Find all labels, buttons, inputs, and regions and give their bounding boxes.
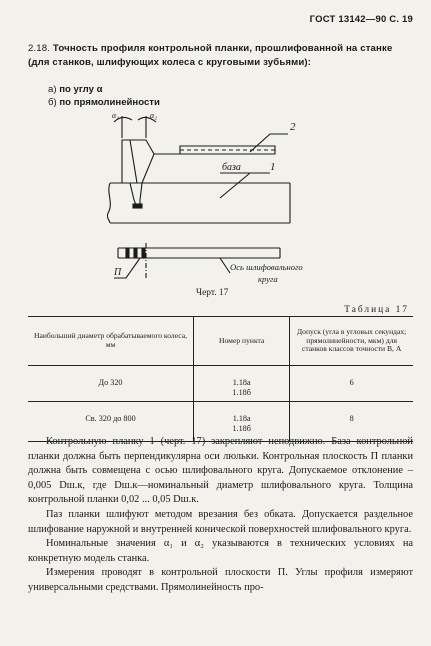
list-item <box>48 97 160 108</box>
groove-right <box>140 183 142 205</box>
cell-items <box>194 366 290 402</box>
column-header: Наибольший диаметр обрабатываемого колеса, мм <box>28 317 194 366</box>
body-text <box>28 435 413 596</box>
axis-label: Ось шлифовального <box>230 262 303 272</box>
paragraph: Номинальные значения α₁ и α₂ указываются в технических условиях на конкретную модель станка. <box>28 538 413 564</box>
leader-2 <box>250 134 288 152</box>
base-label: база <box>222 162 241 173</box>
technical-drawing <box>100 108 330 288</box>
figure-caption: Черт. 17 <box>196 288 229 298</box>
label-1: 1 <box>270 161 276 173</box>
item-number: 1.18а <box>232 378 251 387</box>
item-text: по углу α <box>59 84 103 95</box>
paragraph: Контрольную планку 1 (черт. 17) закрепляют неподвижно. База контрольной планки должна быть перпендикулярна оси люльки. Контрольная плоскость П планки должна быть совмещена с осью шлифовального круга. Допускаемое отклонение – 0,005 Dш.к, где Dш.к—номинальный диаметр шлифовального круга. Толщина контрольной планки 0,02 ... 0,05 Dш.к. <box>28 436 413 506</box>
cell-diameter: Св. 320 до 800 <box>28 402 194 442</box>
plan-slot <box>126 248 129 258</box>
table-header-row <box>28 317 413 366</box>
label-2: 2 <box>290 121 296 133</box>
axis-label: круга <box>258 274 278 284</box>
arm-right <box>142 146 275 183</box>
plane-label: П <box>114 267 122 278</box>
alpha2-label: α₂ <box>150 111 157 120</box>
table-row <box>28 366 413 402</box>
column-header: Номер пункта <box>194 317 290 366</box>
cell-tolerance: 8 <box>290 402 413 442</box>
column-header: Допуск (угла в угловых секундах; прямолинейности, мкм) для станков классов точности В, А <box>290 317 413 366</box>
page-header: ГОСТ 13142—90 С. 19 <box>309 14 413 25</box>
list-item <box>48 84 102 95</box>
section-title: Точность профиля контрольной планки, прошлифованной на станке (для станков, шлифующих колеса с круговыми зубьями): <box>28 43 393 68</box>
groove-left <box>130 183 136 205</box>
item-marker: а) <box>48 84 57 95</box>
plan-slot <box>142 248 145 258</box>
item-number: 1.18б <box>232 424 251 433</box>
tolerance-table <box>28 316 413 442</box>
paragraph: Паз планки шлифуют методом врезания без обката. Допускается раздельное шлифование наружной и внутренней конической поверхностей шлифовального круга. <box>28 508 413 535</box>
plan-slot <box>134 248 137 258</box>
table-name: Таблица 17 <box>344 305 409 315</box>
arm-upper <box>130 140 154 154</box>
arm-outline <box>122 140 137 183</box>
item-number: 1.18б <box>232 388 251 397</box>
item-text: по прямолинейности <box>59 97 160 108</box>
cell-tolerance: 6 <box>290 366 413 402</box>
alpha1-label: α₁ <box>112 111 119 120</box>
leader-1 <box>220 173 270 198</box>
paragraph: Измерения проводят в контрольной плоскости П. Углы профиля измеряют универсальными средствами. Прямолинейность про- <box>28 567 413 593</box>
groove-bottom <box>133 204 142 208</box>
item-number: 1.18а <box>232 414 251 423</box>
cell-diameter: До 320 <box>28 366 194 402</box>
bar-left-break <box>107 183 110 223</box>
leader-axis <box>220 258 230 273</box>
item-marker: б) <box>48 97 57 108</box>
section-heading <box>28 42 408 69</box>
section-number: 2.18. <box>28 43 51 54</box>
